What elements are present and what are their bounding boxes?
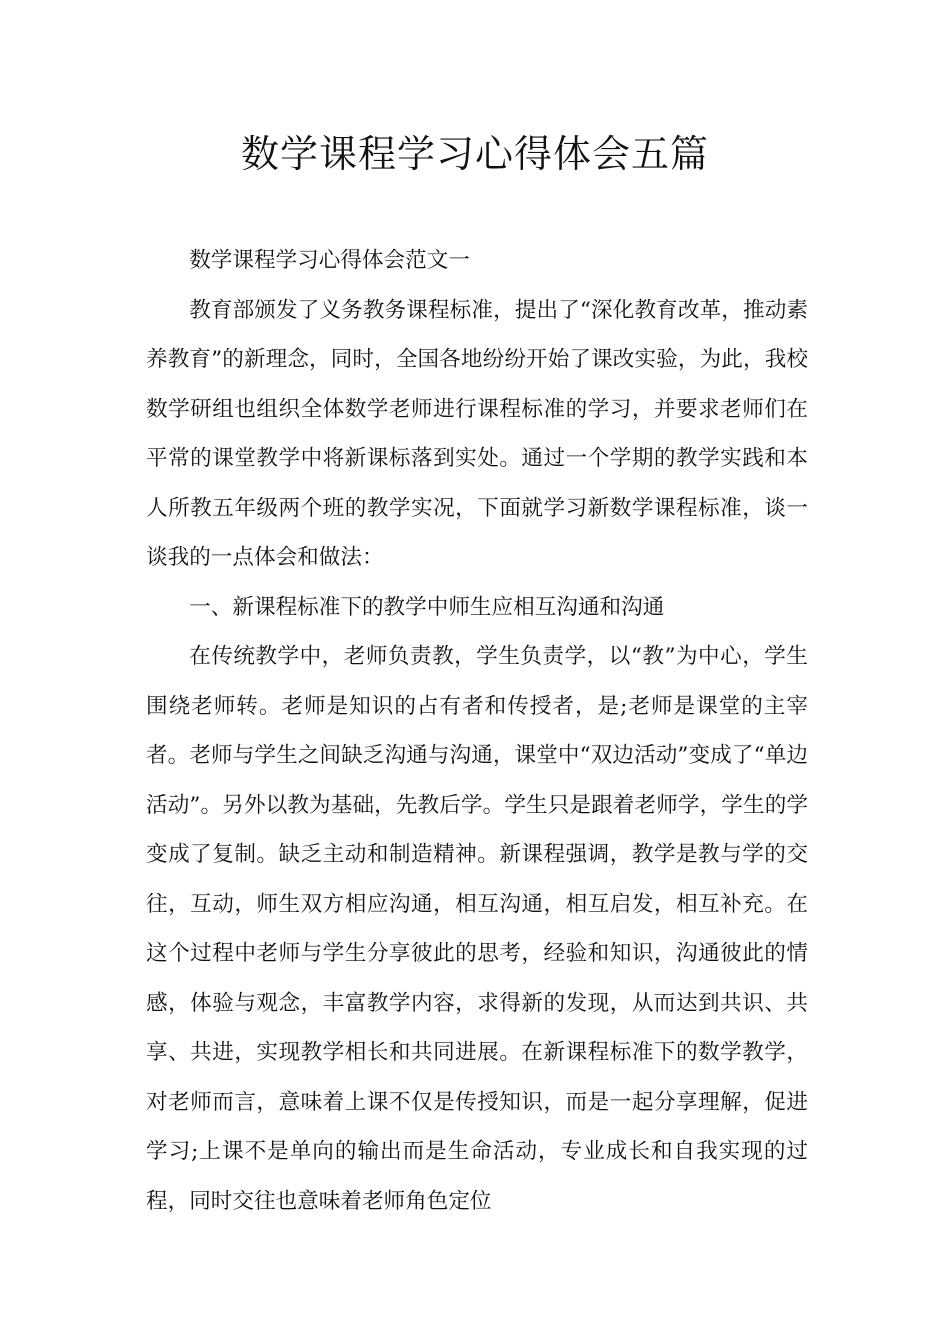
body-paragraph-traditional-teaching: 在传统教学中，老师负责教，学生负责学，以“教”为中心，学生围绕老师转。老师是知识的占有者和传授者，是;老师是课堂的主宰者。老师与学生之间缺乏沟通与沟通，课堂中“双边活动”变成了“单边活动”。另外以教为基础，先教后学。学生只是跟着老师学，学生的学变成了复制。缺乏主动和制造精神。新课程强调，教学是教与学的交往，互动，师生双方相应沟通，相互沟通，相互启发，相互补充。在这个过程中老师与学生分享彼此的思考，经验和知识，沟通彼此的情感，体验与观念，丰富教学内容，求得新的发现，从而达到共识、共享、共进，实现教学相长和共同进展。在新课程标准下的数学教学，对老师而言，意味着上课不仅是传授知识，而是一起分享理解，促进学习;上课不是单向的输出而是生命活动，专业成长和自我实现的过程，同时交往也意味着老师角色定位 [146, 644, 808, 1214]
document-title: 数学课程学习心得体会五篇 [240, 132, 709, 176]
section-heading-sample-one: 数学课程学习心得体会范文一 [189, 248, 470, 273]
body-paragraph-intro: 教育部颁发了义务教务课程标准，提出了“深化教育改革，推动素养教育”的新理念，同时，全国各地纷纷开始了课改实验，为此，我校数学研组也组织全体数学老师进行课程标准的学习，并要求老师们在平常的课堂教学中将新课标落到实处。通过一个学期的教学实践和本人所教五年级两个班的教学实况，下面就学习新数学课程标准，谈一谈我的一点体会和做法： [146, 297, 808, 570]
document-body [146, 236, 808, 1226]
section-heading-point-one: 一、新课程标准下的教学中师生应相互沟通和沟通 [189, 594, 665, 620]
